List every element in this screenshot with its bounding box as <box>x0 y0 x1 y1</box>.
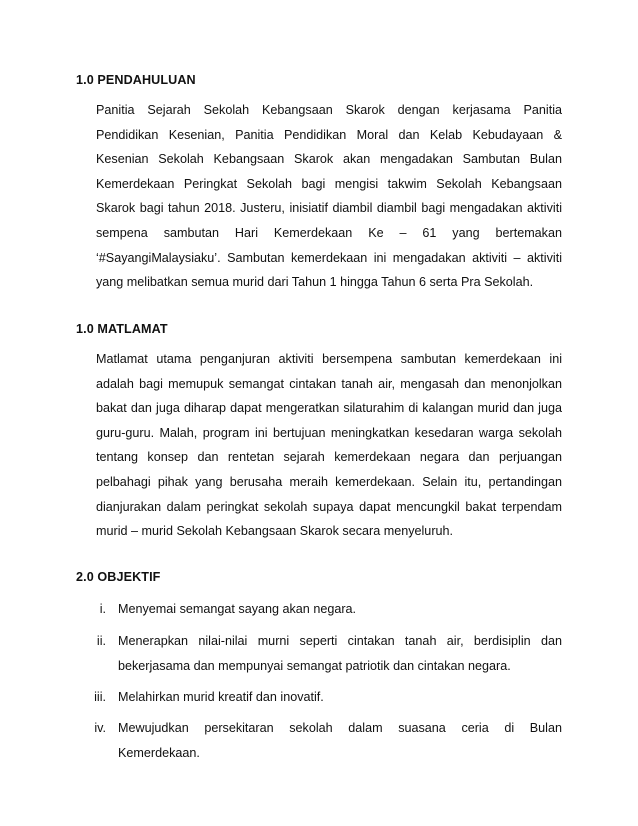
objective-number: iv. <box>94 721 106 735</box>
paragraph-matlamat: Matlamat utama penganjuran aktiviti bersempena sambutan kemerdekaan ini adalah bagi memupuk semangat cintakan tanah air, mengasah dan menonjolkan bakat dan juga diharap dapat mengeratkan silaturahim di kalangan murid dan juga guru-guru. Malah, program ini bertujuan meningkatkan kesedaran warga sekolah tentang konsep dan rentetan sejarah kemerdekaan negara dan perjuangan pelbahagi pihak yang berusaha meraih kemerdekaan. Selain itu, pertandingan dianjurakan dalam peringkat sekolah supaya dapat mencungkil bakat terpendam murid – murid Sekolah Kebangsaan Skarok secara menyeluruh. <box>96 352 562 539</box>
heading-objektif: 2.0 OBJEKTIF <box>76 570 161 584</box>
objective-number: i. <box>99 602 106 616</box>
objective-text: Menerapkan nilai-nilai murni seperti cintakan tanah air, berdisiplin dan bekerjasama dan mempunyai semangat patriotik dan cintakan negara. <box>118 634 562 673</box>
heading-matlamat: 1.0 MATLAMAT <box>76 322 168 336</box>
paragraph-pendahuluan: Panitia Sejarah Sekolah Kebangsaan Skarok dengan kerjasama Panitia Pendidikan Kesenian, Panitia Pendidikan Moral dan Kelab Kebudayaan & Kesenian Sekolah Kebangsaan Skarok akan mengadakan Sambutan Bulan Kemerdekaan Peringkat Sekolah bagi mengisi takwim Sekolah Kebangsaan Skarok bagi tahun 2018. Justeru, inisiatif diambil diambil bagi mengadakan aktiviti sempena sambutan Hari Kemerdekaan Ke – 61 yang bertemakan ‘#SayangiMalaysiaku’. Sambutan kemerdekaan ini mengadakan aktiviti – aktiviti yang melibatkan semua murid dari Tahun 1 hingga Tahun 6 serta Pra Sekolah. <box>96 103 562 290</box>
objective-text: Melahirkan murid kreatif dan inovatif. <box>118 690 324 704</box>
objective-number: ii. <box>96 634 106 648</box>
objective-text: Mewujudkan persekitaran sekolah dalam suasana ceria di Bulan Kemerdekaan. <box>118 721 562 760</box>
objective-number: iii. <box>94 690 106 704</box>
objective-text: Menyemai semangat sayang akan negara. <box>118 602 357 616</box>
heading-pendahuluan: 1.0 PENDAHULUAN <box>76 73 196 87</box>
